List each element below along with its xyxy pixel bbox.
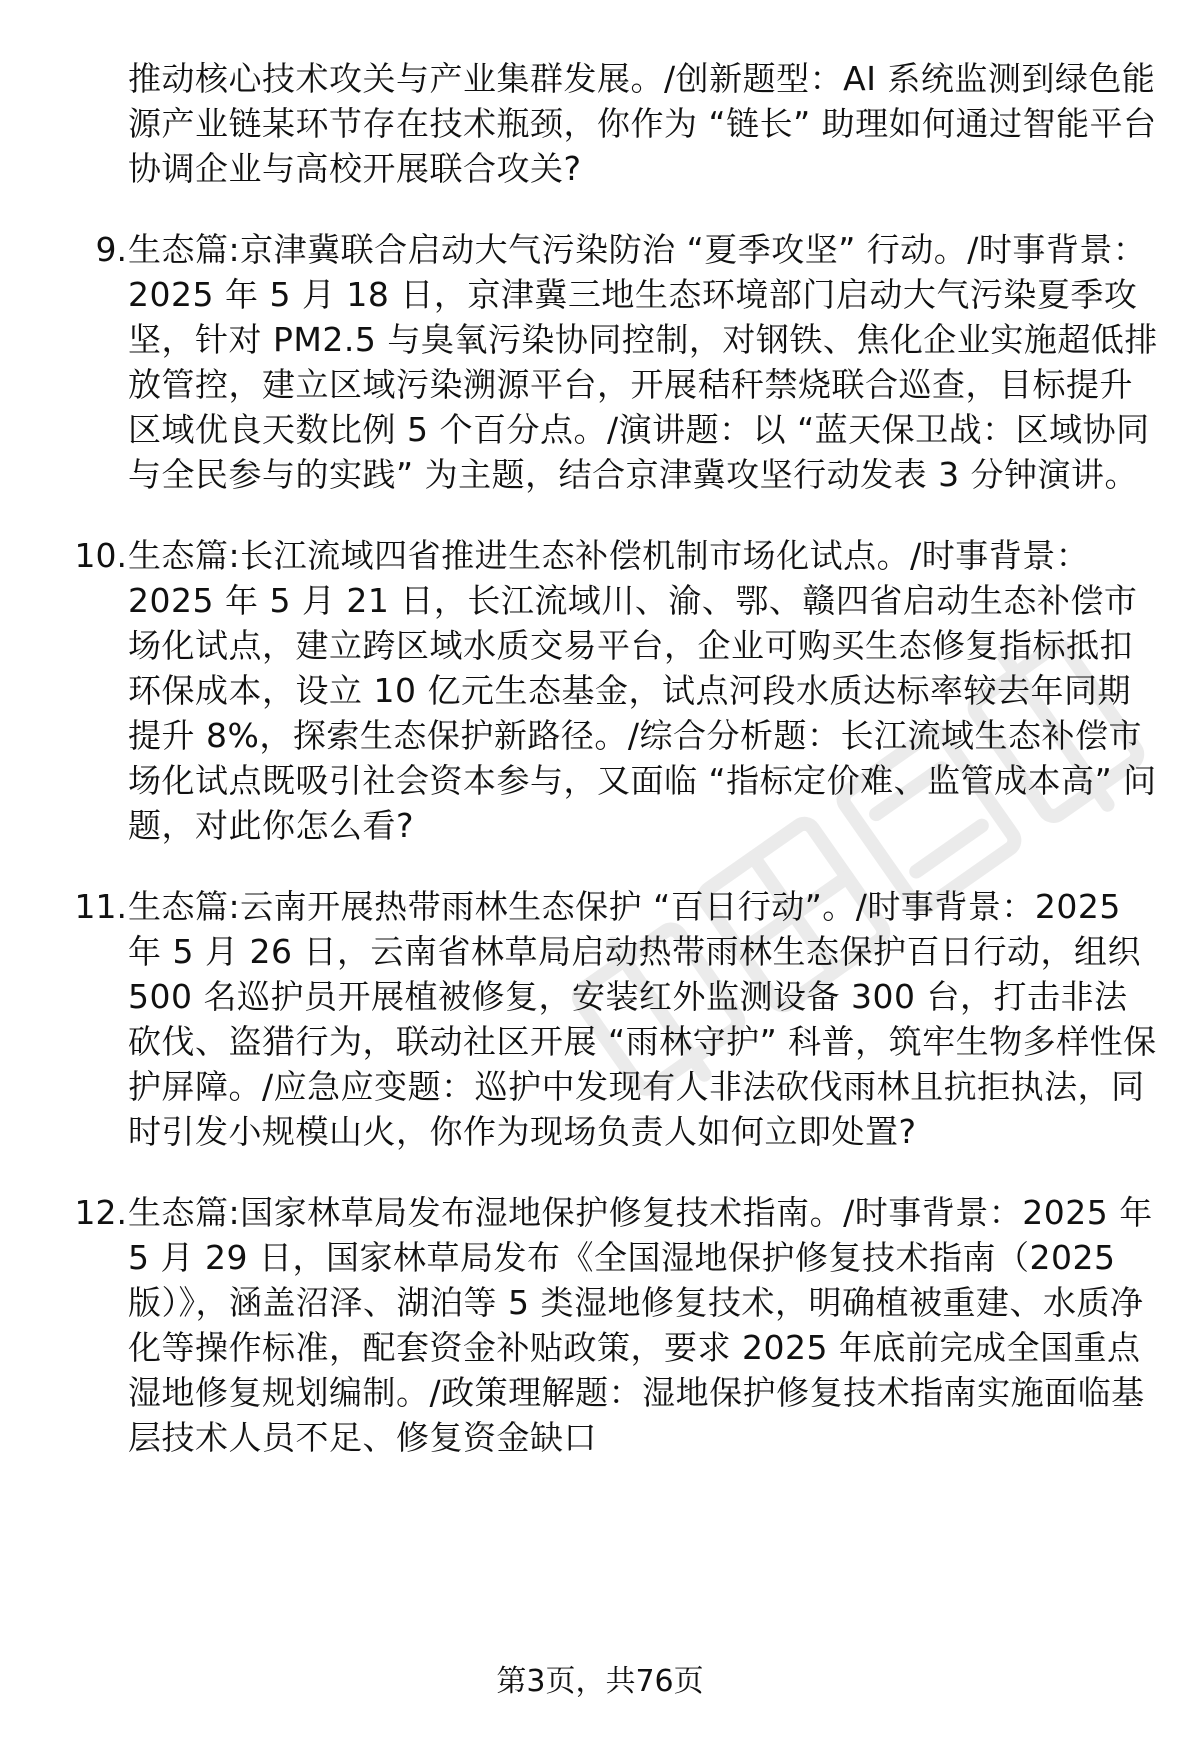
document-content [0,56,1200,1460]
list-item [0,1190,1200,1460]
page-footer: 第3页，共76页 [496,1664,704,1699]
continuation-paragraph: 推动核心技术攻关与产业集群发展。/创新题型：AI 系统监测到绿色能源产业链某环节存在技术瓶颈，你作为 “链长” 助理如何通过智能平台协调企业与高校开展联合攻关? [128,59,1157,188]
item-number: 10. [74,536,127,575]
item-text: 生态篇:云南开展热带雨林生态保护 “百日行动”。/时事背景：2025 年 5 月 26 日，云南省林草局启动热带雨林生态保护百日行动，组织 500 名巡护员开展植被修复，安装红外监测设备 300 台，打击非法砍伐、盗猎行为，联动社区开展 “雨林守护” 科普，筑牢生物多样性保护屏障。/应急应变题：巡护中发现有人非法砍伐雨林且抗拒执法，同时引发小规模山火，你作为现场负责人如何立即处置? [128,887,1157,1151]
item-text: 生态篇:国家林草局发布湿地保护修复技术指南。/时事背景：2025 年 5 月 29 日，国家林草局发布《全国湿地保护修复技术指南（2025 版）》，涵盖沼泽、湖泊等 5 类湿地修复技术，明确植被重建、水质净化等操作标准，配套资金补贴政策，要求 2025 年底前完成全国重点湿地修复规划编制。/政策理解题：湿地保护修复技术指南实施面临基层技术人员不足、修复资金缺口 [128,1193,1153,1457]
list-item [0,533,1200,848]
item-number: 11. [74,887,127,926]
list-item [0,884,1200,1154]
list-item [0,227,1200,497]
item-text: 生态篇:长江流域四省推进生态补偿机制市场化试点。/时事背景：2025 年 5 月 21 日，长江流域川、渝、鄂、赣四省启动生态补偿市场化试点，建立跨区域水质交易平台，企业可购买生态修复指标抵扣环保成本，设立 10 亿元生态基金，试点河段水质达标率较去年同期提升 8%，探索生态保护新路径。/综合分析题：长江流域生态补偿市场化试点既吸引社会资本参与，又面临 “指标定价难、监管成本高” 问题，对此你怎么看? [128,536,1157,845]
item-number: 12. [74,1193,127,1232]
item-text: 生态篇:京津冀联合启动大气污染防治 “夏季攻坚” 行动。/时事背景：2025 年 5 月 18 日，京津冀三地生态环境部门启动大气污染夏季攻坚，针对 PM2.5 与臭氧污染协同控制，对钢铁、焦化企业实施超低排放管控，建立区域污染溯源平台，开展秸秆禁烧联合巡查，目标提升区域优良天数比例 5 个百分点。/演讲题：以 “蓝天保卫战：区域协同与全民参与的实践” 为主题，结合京津冀攻坚行动发表 3 分钟演讲。 [128,230,1158,494]
item-number: 9. [95,230,127,269]
